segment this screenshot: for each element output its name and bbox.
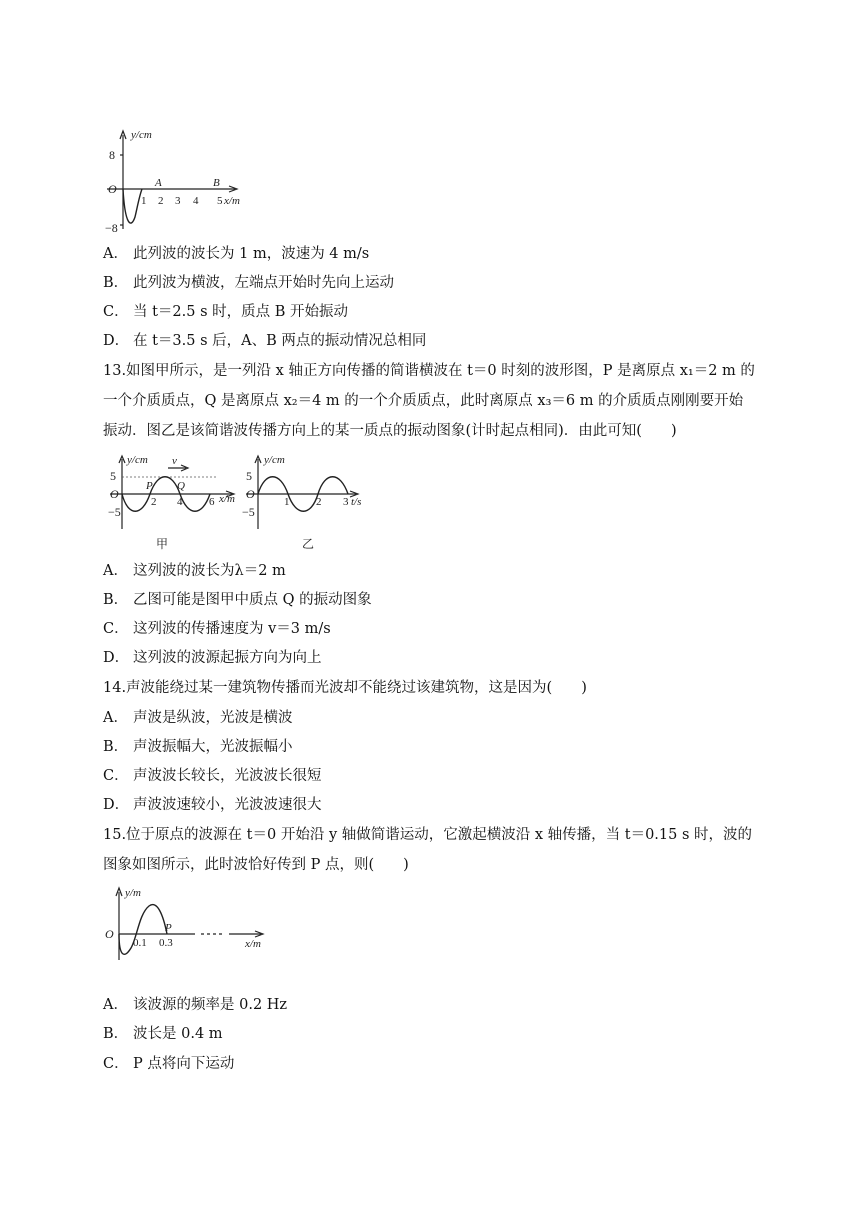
q15-option-b: B． 波长是 0.4 m [103, 1026, 223, 1042]
q12-option-c: C． 当 t＝2.5 s 时，质点 B 开始振动 [103, 304, 349, 320]
y-bottom-label: −8 [105, 221, 118, 235]
q15-stem-line-1: 15.位于原点的波源在 t＝0 开始沿 y 轴做简谐运动，它激起横波沿 x 轴传播，当 t＝0.15 s 时，波的 [103, 827, 753, 843]
tick-label-1: 1 [141, 195, 147, 207]
q15-stem-line-2: 图象如图所示，此时波恰好传到 P 点，则( ) [103, 857, 409, 873]
x-axis-label: t/s [351, 496, 362, 508]
q14-option-a: A． 声波是纵波，光波是横波 [103, 710, 293, 726]
tick-label-3: 3 [343, 496, 349, 508]
q15-wave-figure [103, 884, 273, 966]
tick-label-03: 0.3 [159, 937, 173, 949]
tick-label-2: 2 [316, 496, 322, 508]
q14-stem: 14.声波能绕过某一建筑物传播而光波却不能绕过该建筑物，这是因为( ) [103, 680, 587, 696]
velocity-label: v [172, 455, 177, 467]
q12-option-d: D． 在 t＝3.5 s 后，A、B 两点的振动情况总相同 [103, 333, 427, 349]
q13-stem-line-2: 一个介质质点，Q 是离原点 x₂＝4 m 的一个介质质点，此时离原点 x₃＝6 m 的介质质点刚刚要开始 [103, 393, 744, 409]
figure-caption: 乙 [302, 537, 315, 551]
q13-option-c: C． 这列波的传播速度为 v＝3 m/s [103, 621, 331, 637]
y-axis-label: y/cm [264, 454, 285, 466]
q13-stem-line-3: 振动．图乙是该简谐波传播方向上的某一质点的振动图象(计时起点相同)．由此可知( ) [103, 423, 677, 439]
origin-label: O [105, 927, 114, 941]
tick-label-01: 0.1 [133, 937, 147, 949]
point-b-label: B [213, 177, 220, 189]
q12-option-b: B． 此列波为横波，左端点开始时先向上运动 [103, 275, 394, 291]
y-top-label: 5 [110, 469, 116, 483]
tick-label-6: 6 [209, 496, 215, 508]
point-p-label: P [165, 922, 172, 934]
figure-caption: 甲 [156, 537, 169, 551]
q13-option-b: B． 乙图可能是图甲中质点 Q 的振动图象 [103, 592, 372, 608]
tick-label-5: 5 [217, 195, 223, 207]
q14-option-c: C． 声波波长较长，光波波长很短 [103, 768, 322, 784]
q13-figure-yi [238, 453, 370, 553]
q13-option-a: A． 这列波的波长为λ＝2 m [103, 563, 286, 579]
point-q-label: Q [177, 480, 185, 492]
q14-option-b: B． 声波振幅大，光波振幅小 [103, 739, 293, 755]
y-axis-label: y/cm [131, 129, 152, 141]
q13-figure-jia [108, 453, 246, 553]
q13-stem-line-1: 13.如图甲所示，是一列沿 x 轴正方向传播的简谐横波在 t＝0 时刻的波形图，P 是离原点 x₁＝2 m 的 [103, 363, 755, 379]
y-axis-label: y/m [125, 887, 141, 899]
tick-label-3: 3 [175, 195, 181, 207]
y-bottom-label: −5 [108, 505, 121, 519]
q15-option-a: A． 该波源的频率是 0.2 Hz [103, 997, 288, 1013]
q13-option-d: D． 这列波的波源起振方向为向上 [103, 650, 322, 666]
point-a-label: A [155, 177, 162, 189]
tick-label-4: 4 [193, 195, 199, 207]
tick-label-2: 2 [158, 195, 164, 207]
origin-label: O [110, 487, 119, 501]
y-top-label: 8 [109, 148, 115, 162]
origin-label: O [246, 487, 255, 501]
q15-option-c: C． P 点将向下运动 [103, 1056, 235, 1072]
x-axis-label: x/m [245, 938, 261, 950]
tick-label-1: 1 [284, 496, 290, 508]
y-axis-label: y/cm [127, 454, 148, 466]
point-p-label: P [146, 480, 153, 492]
wave-curve [123, 189, 142, 223]
x-axis-label: x/m [219, 493, 235, 505]
tick-label-2: 2 [151, 496, 157, 508]
q12-option-a: A． 此列波的波长为 1 m，波速为 4 m/s [103, 246, 370, 262]
x-axis-label: x/m [224, 195, 240, 207]
origin-label: O [108, 182, 117, 196]
y-bottom-label: −5 [242, 505, 255, 519]
q14-option-d: D． 声波波速较小，光波波速很大 [103, 797, 322, 813]
y-top-label: 5 [246, 469, 252, 483]
tick-label-4: 4 [177, 496, 183, 508]
q12-wave-figure [103, 125, 253, 237]
